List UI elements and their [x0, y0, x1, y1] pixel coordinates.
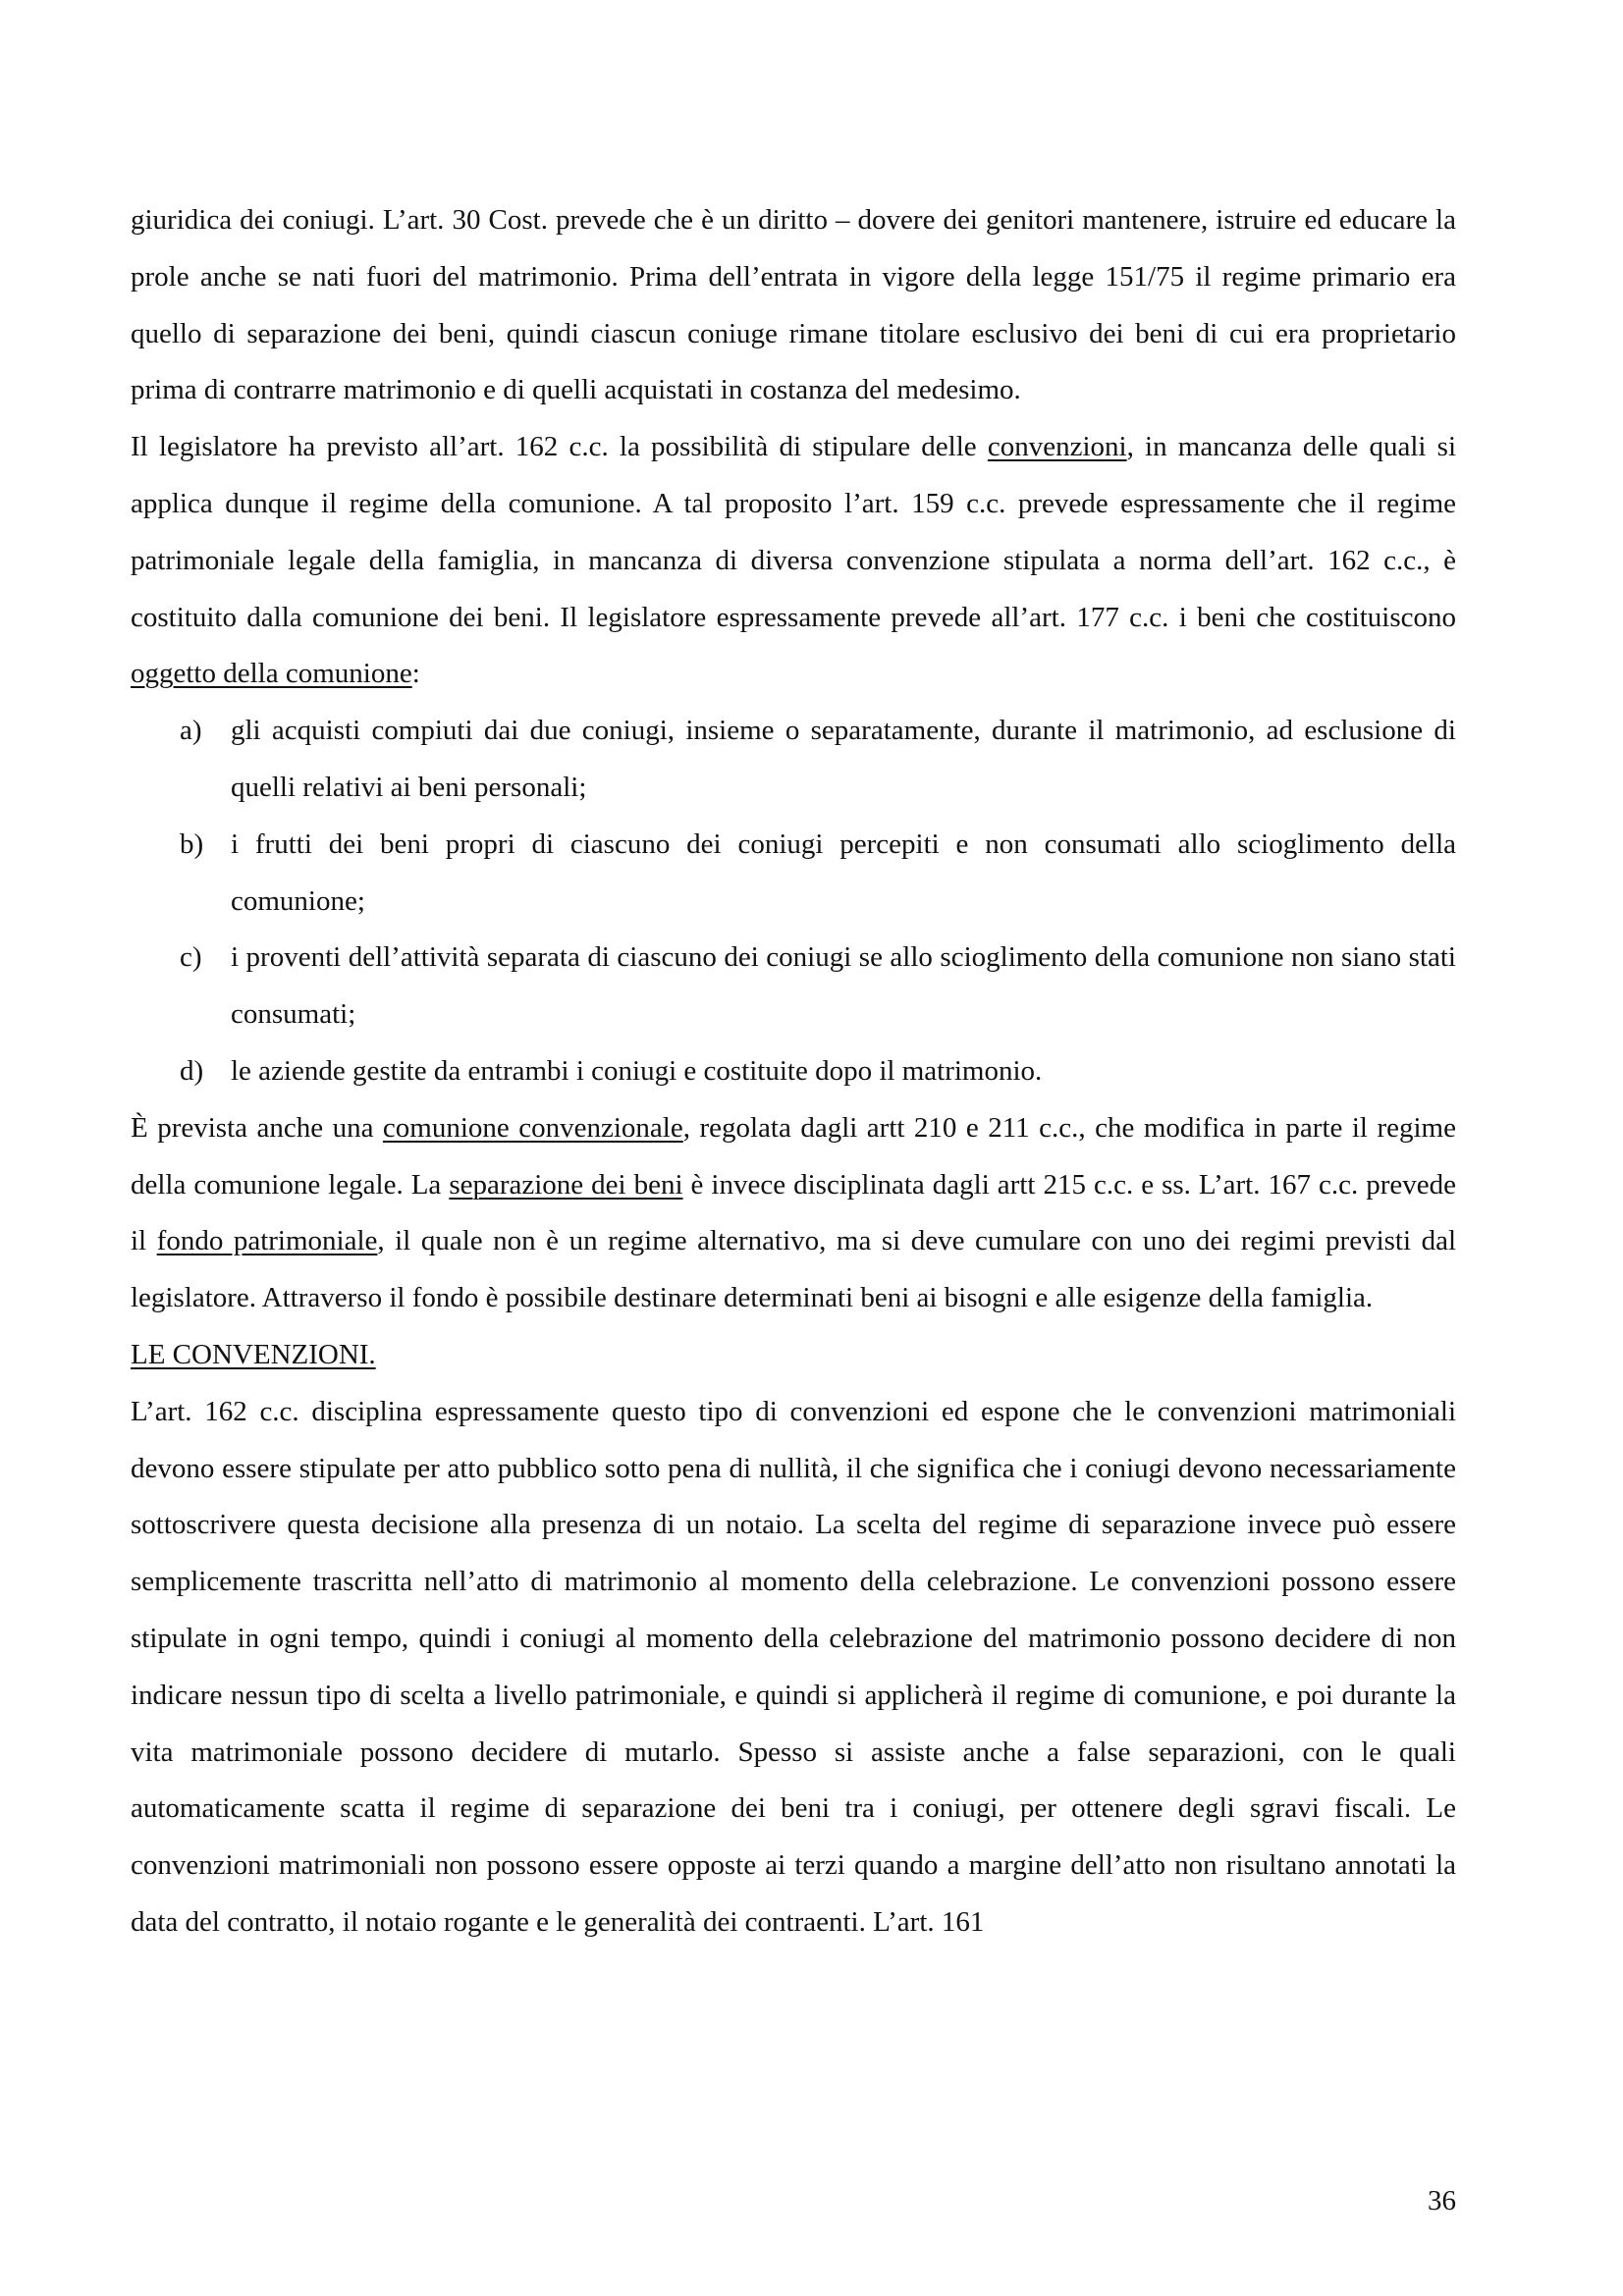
list-marker: a): [180, 715, 202, 747]
underlined-term-comunione-convenzionale: comunione convenzionale: [382, 1111, 683, 1144]
paragraph-intro: giuridica dei coniugi. L’art. 30 Cost. prevede che è un diritto – dovere dei genitori mantenere, istruire ed educare la prole anche se nati fuori del matrimonio. Prima dell’entrata in vigore della legge 151/75 il regime primario era quello di separazione dei beni, quindi ciascun coniuge rimane titolare esclusivo dei beni di cui era proprietario prima di contrarre matrimonio e di quelli acquistati in costanza del medesimo.: [131, 204, 1456, 406]
underlined-term-fondo-patrimoniale: fondo patrimoniale: [156, 1225, 378, 1257]
paragraph-convenzioni: [131, 419, 1456, 703]
list-item-text: i proventi dell’attività separata di ciascuno dei coniugi se allo scioglimento della comunione non siano stati consumati;: [231, 941, 1456, 1031]
paragraph-convenzioni-detail: L’art. 162 c.c. disciplina espressamente questo tipo di convenzioni ed espone che le convenzioni matrimoniali devono essere stipulate per atto pubblico sotto pena di nullità, il che significa che i coniugi devono necessariamente sottoscrivere questa decisione alla presenza di un notaio. La scelta del regime di separazione invece può essere semplicemente trascritta nell’atto di matrimonio al momento della celebrazione. Le convenzioni possono essere stipulate in ogni tempo, quindi i coniugi al momento della celebrazione del matrimonio possono decidere di non indicare nessun tipo di scelta a livello patrimoniale, e quindi si applicherà il regime di comunione, e poi durante la vita matrimoniale possono decidere di mutarlo. Spesso si assiste anche a false separazioni, con le quali automaticamente scatta il regime di separazione dei beni tra i coniugi, per ottenere degli sgravi fiscali. Le convenzioni matrimoniali non possono essere opposte ai terzi quando a margine dell’atto non risultano annotati la data del contratto, il notaio rogante e le generalità dei contraenti. L’art. 161: [131, 1395, 1456, 1938]
paragraph-regimi: [131, 1100, 1456, 1327]
list-item: [131, 703, 1456, 817]
text-span: è invece disciplinata dagli artt 215 c.c. e ss. L’art. 167 c.c. prevede il: [131, 1168, 1456, 1257]
list-item: [131, 817, 1456, 931]
list-item-text: i frutti dei beni propri di ciascuno dei coniugi percepiti e non consumati allo scioglimento della comunione;: [231, 828, 1456, 917]
section-heading: LE CONVENZIONI.: [131, 1338, 376, 1370]
underlined-term-oggetto-comunione: oggetto della comunione: [131, 658, 412, 690]
list-item-text: gli acquisti compiuti dai due coniugi, insieme o separatamente, durante il matrimonio, ad esclusione di quelli relativi ai beni personali;: [231, 715, 1456, 803]
page-number: 36: [1428, 2185, 1456, 2216]
text-span: È prevista anche una: [131, 1111, 383, 1144]
list-item: [131, 930, 1456, 1043]
underlined-term-convenzioni: convenzioni: [987, 431, 1127, 463]
list-item: [131, 1043, 1456, 1100]
underlined-term-separazione-beni: separazione dei beni: [449, 1168, 683, 1201]
text-span: , regolata dagli artt 210 e 211 c.c., che modifica in parte il regime della comunione legale. La: [131, 1111, 1456, 1201]
comunione-items-list: [131, 703, 1456, 1100]
list-marker: c): [180, 941, 202, 974]
list-marker: d): [180, 1054, 204, 1087]
text-span: :: [411, 658, 420, 690]
list-item-text: le aziende gestite da entrambi i coniugi e costituite dopo il matrimonio.: [231, 1054, 1043, 1087]
text-span: , il quale non è un regime alternativo, ma si deve cumulare con uno dei regimi previsti dal legislatore. Attraverso il fondo è possibile destinare determinati beni ai bisogni e alle esigenze della famiglia.: [131, 1225, 1456, 1314]
text-span: , in mancanza delle quali si applica dunque il regime della comunione. A tal proposito l’art. 159 c.c. prevede espressamente che il regime patrimoniale legale della famiglia, in mancanza di diversa convenzione stipulata a norma dell’art. 162 c.c., è costituito dalla comunione dei beni. Il legislatore espressamente prevede all’art. 177 c.c. i beni che costituiscono: [131, 431, 1456, 633]
text-span: Il legislatore ha previsto all’art. 162 c.c. la possibilità di stipulare delle: [131, 431, 988, 463]
document-page: [131, 192, 1456, 1951]
list-marker: b): [180, 828, 204, 860]
